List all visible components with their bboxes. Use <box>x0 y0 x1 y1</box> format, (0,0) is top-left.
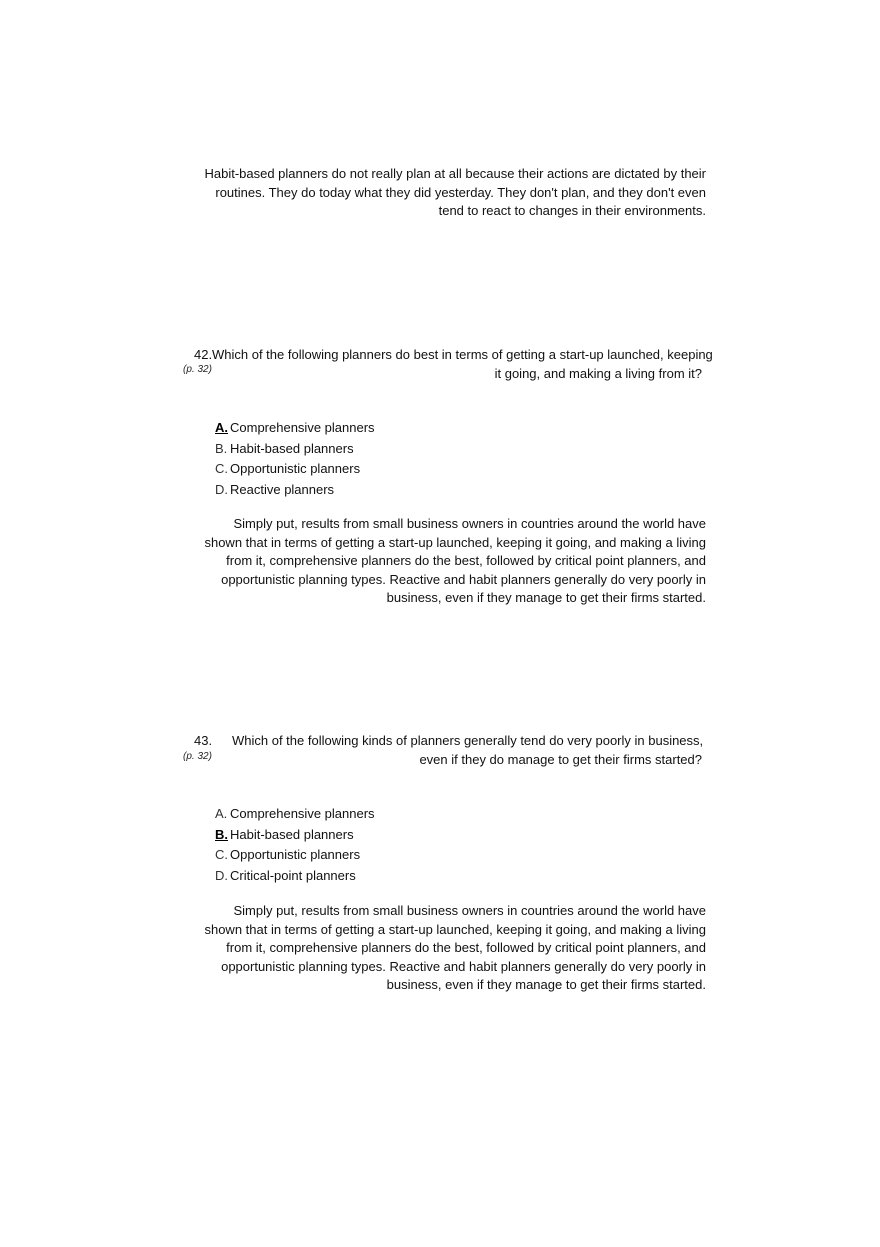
option-letter: C. <box>215 461 228 476</box>
option-text: Comprehensive planners <box>230 806 375 821</box>
explanation-line: routines. They do today what they did yesterday. They don't plan, and they don't even <box>215 184 706 200</box>
answer-option-d <box>215 480 375 501</box>
explanation-line: from it, comprehensive planners do the best, followed by critical point planners, and <box>226 940 706 955</box>
question-text-line: even if they do manage to get their firms started? <box>419 751 702 767</box>
option-text: Habit-based planners <box>230 440 354 456</box>
question-text-line: Which of the following planners do best in terms of getting a start-up launched, keeping <box>212 347 713 362</box>
option-text: Reactive planners <box>230 481 335 497</box>
option-letter: A. <box>215 806 228 821</box>
answer-option-a <box>215 418 375 439</box>
option-letter: C. <box>215 847 228 862</box>
option-text: Opportunistic planners <box>230 847 361 862</box>
explanation-line: Habit-based planners do not really plan at all because their actions are dictated by their <box>204 166 706 181</box>
explanation-line: business, even if they manage to get their firms started. <box>386 977 706 992</box>
option-text: Opportunistic planners <box>230 461 361 476</box>
option-letter: D. <box>215 481 228 497</box>
explanation-line: business, even if they manage to get their firms started. <box>386 590 706 605</box>
page-reference: (p. 32) <box>183 364 212 375</box>
page-reference: (p. 32) <box>183 751 212 762</box>
answer-option-d <box>215 866 375 887</box>
answer-explanation <box>200 515 706 608</box>
explanation-line: opportunistic planning types. Reactive and habit planners generally do very poorly in <box>221 958 706 974</box>
explanation-line: Simply put, results from small business owners in countries around the world have <box>233 516 706 531</box>
question-number: 42. <box>194 347 213 362</box>
question-text-line: it going, and making a living from it? <box>494 365 702 381</box>
option-text: Critical-point planners <box>230 867 356 883</box>
answer-option-c <box>215 459 375 480</box>
answer-option-b <box>215 439 375 460</box>
explanation-line: shown that in terms of getting a start-up launched, keeping it going, and making a living <box>204 534 706 550</box>
answer-option-a <box>215 804 375 825</box>
answer-options <box>215 804 375 886</box>
question-text <box>232 732 702 769</box>
option-letter: B. <box>215 440 228 456</box>
question-number: 43. <box>194 733 213 748</box>
answer-option-c <box>215 845 375 866</box>
explanation-line: shown that in terms of getting a start-up launched, keeping it going, and making a living <box>204 921 706 937</box>
intro-explanation <box>200 165 706 221</box>
answer-options <box>215 418 375 500</box>
option-letter: B. <box>215 826 228 842</box>
question-text <box>212 346 713 383</box>
option-letter: D. <box>215 867 228 883</box>
answer-explanation <box>200 902 706 995</box>
option-letter: A. <box>215 420 228 435</box>
explanation-line: from it, comprehensive planners do the best, followed by critical point planners, and <box>226 553 706 568</box>
question-text-line: Which of the following kinds of planners generally tend do very poorly in business, <box>232 733 704 748</box>
option-text: Comprehensive planners <box>230 420 375 435</box>
explanation-line: opportunistic planning types. Reactive and habit planners generally do very poorly in <box>221 571 706 587</box>
explanation-line: Simply put, results from small business owners in countries around the world have <box>233 903 706 918</box>
option-text: Habit-based planners <box>230 826 354 842</box>
explanation-line: tend to react to changes in their environments. <box>438 203 706 218</box>
answer-option-b <box>215 825 375 846</box>
